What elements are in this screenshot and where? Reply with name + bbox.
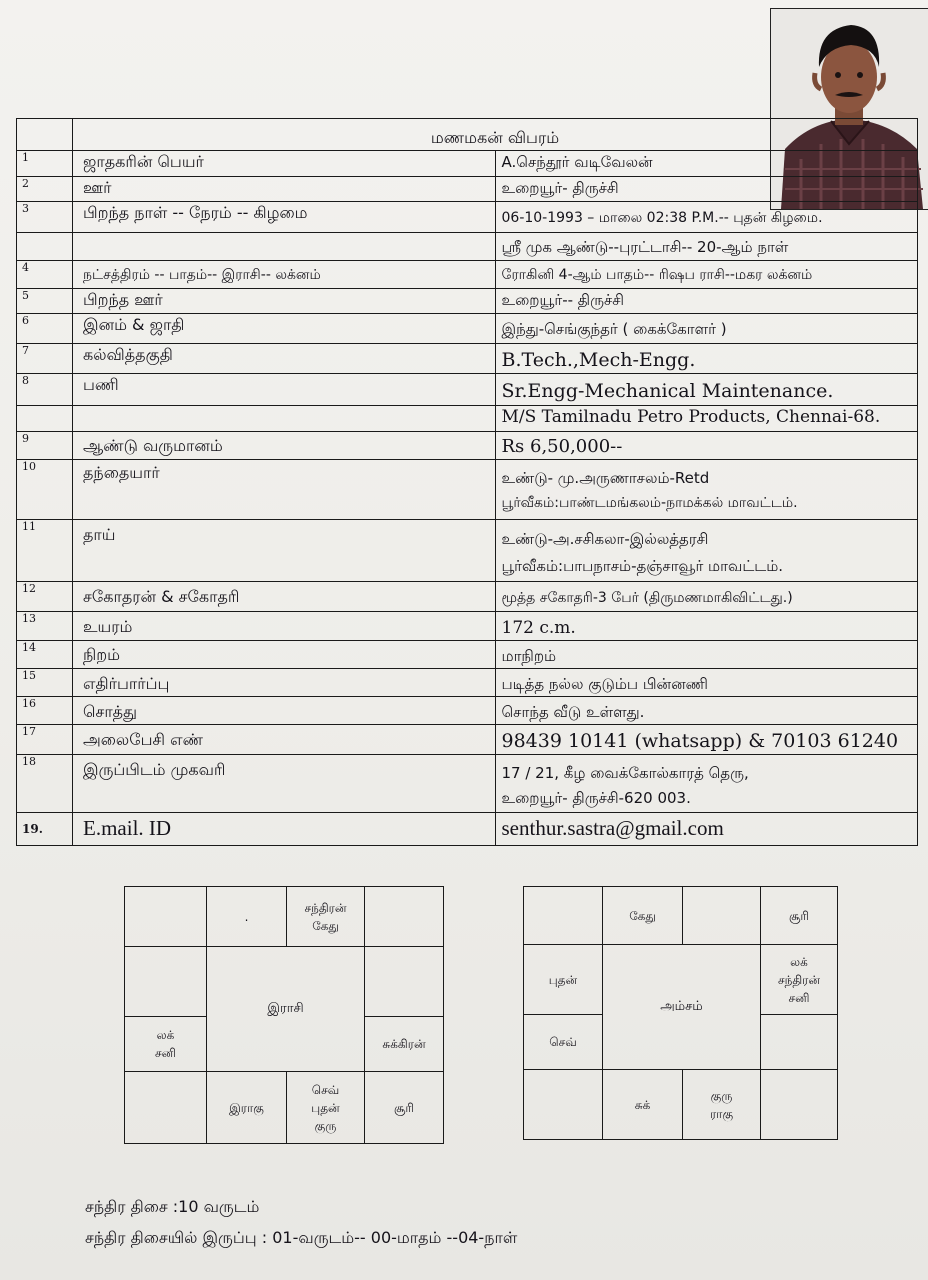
amsam-planet-label: புதன் [548, 972, 578, 987]
rasi-house-r0c1 [207, 887, 287, 947]
amsam-house-r0c3 [761, 887, 837, 945]
rasi-house-r1c0 [125, 947, 207, 1017]
table-row: 2 ஊர் உறையூர்- திருச்சி [17, 177, 918, 202]
rasi-house-r3c3 [365, 1072, 443, 1143]
dasa-balance-line: சந்திர திசையில் இருப்பு : 01-வருடம்-- 00-மாதம் --04-நாள் [85, 1228, 518, 1247]
amsam-house-r0c2 [683, 887, 761, 945]
table-row: M/S Tamilnadu Petro Products, Chennai-68. [17, 406, 918, 432]
rasi-planet-label: சந்திரன் [304, 900, 347, 915]
rasi-house-r3c2 [287, 1072, 365, 1143]
amsam-planet-label: சுக் [634, 1097, 651, 1112]
rasi-planet-label: சுக்கிரன் [382, 1037, 426, 1051]
table-row: ஸ்ரீ முக ஆண்டு--புரட்டாசி-- 20-ஆம் நாள் [17, 233, 918, 261]
table-row: 12 சகோதரன் & சகோதரி மூத்த சகோதரி-3 பேர் (திருமணமாகிவிட்டது.) [17, 582, 918, 612]
rasi-planet-label: செவ் [311, 1082, 340, 1097]
rasi-house-r3c1 [207, 1072, 287, 1143]
table-row: 10 தந்தையார் உண்டு- மு.அருணாசலம்-Retd பூர்வீகம்:பாண்டமங்கலம்-நாமக்கல் மாவட்டம். [17, 460, 918, 520]
rasi-planet-label: லக் [156, 1028, 175, 1042]
table-row: 9 ஆண்டு வருமானம் Rs 6,50,000-- [17, 432, 918, 460]
table-row: 15 எதிர்பார்ப்பு படித்த நல்ல குடும்ப பின்னணி [17, 669, 918, 697]
amsam-planet-label: குரு [710, 1088, 733, 1103]
amsam-planet-label: செவ் [549, 1035, 577, 1049]
amsam-center-label: அம்சம் [603, 945, 761, 1070]
amsam-planet-label: கேது [629, 908, 656, 923]
table-row: 7 கல்வித்தகுதி B.Tech.,Mech-Engg. [17, 344, 918, 374]
dasa-line: சந்திர திசை :10 வருடம் [85, 1197, 260, 1216]
rasi-house-r3c0 [125, 1072, 207, 1143]
amsam-house-r3c0 [524, 1070, 603, 1139]
table-row: 11 தாய் உண்டு-அ.சசிகலா-இல்லத்தரசி பூர்வீகம்:பாபநாசம்-தஞ்சாவூர் மாவட்டம். [17, 520, 918, 582]
table-row: 4 நட்சத்திரம் -- பாதம்-- இராசி-- லக்னம் ரோகினி 4-ஆம் பாதம்-- ரிஷப ராசி--மகர லக்னம் [17, 261, 918, 289]
rasi-planet-label: சனி [155, 1046, 176, 1060]
amsam-house-r3c1 [603, 1070, 683, 1139]
table-row: 14 நிறம் மாநிறம் [17, 641, 918, 669]
table-row: 5 பிறந்த ஊர் உறையூர்-- திருச்சி [17, 289, 918, 314]
rasi-planet-label: இராகு [229, 1100, 264, 1115]
table-row: 8 பணி Sr.Engg-Mechanical Maintenance. [17, 374, 918, 406]
amsam-planet-label: சூரி [788, 908, 810, 923]
amsam-house-r0c1 [603, 887, 683, 945]
amsam-house-r3c2 [683, 1070, 761, 1139]
rasi-planet-label: குரு [314, 1118, 337, 1133]
table-row: 17 அலைபேசி எண் 98439 10141 (whatsapp) & 70103 61240 [17, 725, 918, 755]
rasi-planet-label: கேது [312, 918, 339, 933]
amsam-house-r2c0 [524, 1015, 603, 1070]
table-title-row [17, 119, 918, 151]
table-row: 18 இருப்பிடம் முகவரி 17 / 21, கீழ வைக்கோல்காரத் தெரு, உறையூர்- திருச்சி-620 003. [17, 755, 918, 813]
amsam-planet-label: ராகு [709, 1106, 734, 1121]
rasi-house-r0c2 [287, 887, 365, 947]
amsam-chart [523, 886, 838, 1140]
rasi-house-r1c3 [365, 947, 443, 1017]
amsam-house-r0c0 [524, 887, 603, 945]
amsam-planet-label: லக் [790, 954, 808, 969]
table-row: 1 ஜாதகரின் பெயர் A.செந்தூர் வடிவேலன் [17, 151, 918, 177]
table-row: 16 சொத்து சொந்த வீடு உள்ளது. [17, 697, 918, 725]
rasi-planet-label: புதன் [311, 1100, 340, 1115]
amsam-house-r1c3 [761, 945, 837, 1015]
rasi-house-r2c3 [365, 1017, 443, 1072]
rasi-house-r0c3 [365, 887, 443, 947]
table-row: 6 இனம் & ஜாதி இந்து-செங்குந்தர் ( கைக்கோளர் ) [17, 314, 918, 344]
rasi-planet-label: . [244, 909, 249, 924]
amsam-planet-label: சந்திரன் [777, 972, 820, 987]
biodata-table [16, 118, 918, 846]
amsam-planet-label: சனி [788, 990, 810, 1005]
amsam-house-r3c3 [761, 1070, 837, 1139]
amsam-house-r1c0 [524, 945, 603, 1015]
rasi-house-r0c0 [125, 887, 207, 947]
rasi-planet-label: சூரி [393, 1100, 415, 1115]
table-title: மணமகன் விபரம் [73, 119, 918, 151]
rasi-center-label: இராசி [207, 947, 365, 1072]
rasi-chart [124, 886, 444, 1144]
table-row: 19. E.mail. ID senthur.sastra@gmail.com [17, 813, 918, 846]
amsam-house-r2c3 [761, 1015, 837, 1070]
rasi-house-r2c0 [125, 1017, 207, 1072]
table-row: 3 பிறந்த நாள் -- நேரம் -- கிழமை 06-10-1993 – மாலை 02:38 P.M.-- புதன் கிழமை. [17, 202, 918, 233]
table-row: 13 உயரம் 172 c.m. [17, 612, 918, 641]
